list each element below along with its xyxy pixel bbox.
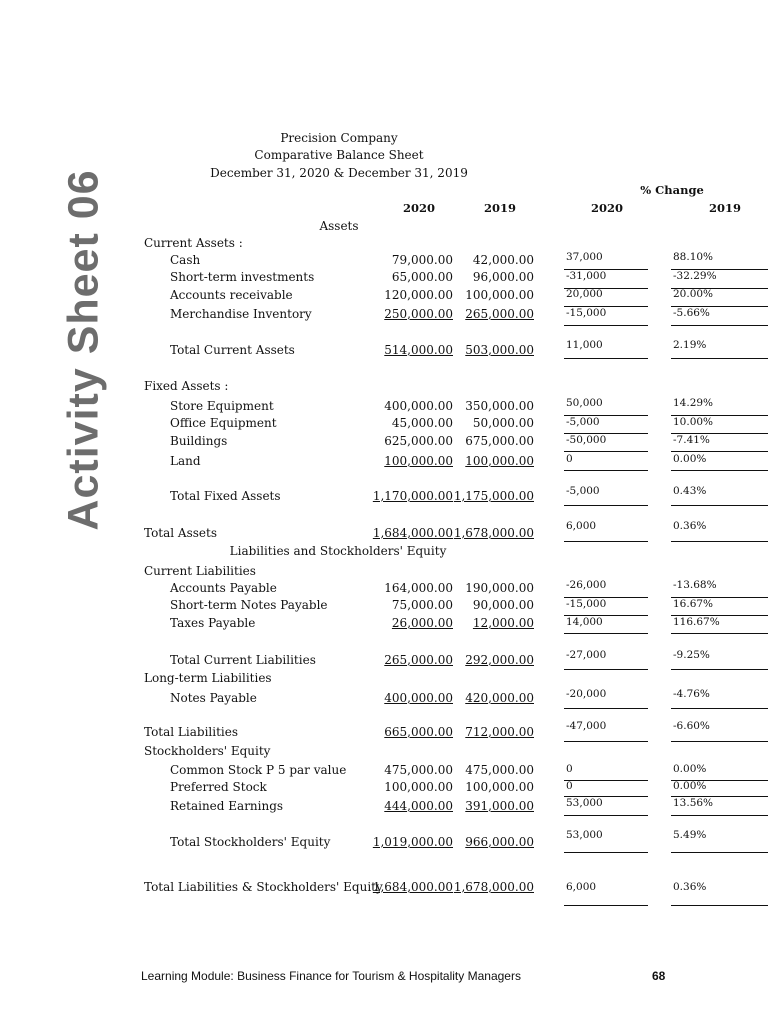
- amount-change: -20,000: [566, 688, 607, 700]
- value-2019: 420,000.00: [465, 691, 534, 705]
- amount-change: -50,000: [566, 434, 607, 446]
- amount-change: 0: [566, 780, 573, 792]
- value-2020: 265,000.00: [384, 653, 453, 667]
- percent-change: 5.49%: [673, 829, 707, 841]
- percent-change-header: % Change: [640, 183, 704, 197]
- value-2020: 1,170,000.00: [372, 489, 453, 503]
- cell-underline: [564, 633, 648, 634]
- value-2019: 503,000.00: [465, 343, 534, 357]
- footer-module-title: Learning Module: Business Finance for Tourism & Hospitality Managers: [141, 969, 521, 983]
- amount-change: 0: [566, 763, 573, 775]
- cell-underline: [564, 325, 648, 326]
- cell-underline: [564, 905, 648, 906]
- cell-underline: [671, 541, 768, 542]
- cell-underline: [671, 815, 768, 816]
- value-2020: 444,000.00: [384, 799, 453, 813]
- value-2019: 190,000.00: [465, 581, 534, 595]
- row-label: Total Current Assets: [170, 343, 295, 357]
- cell-underline: [564, 358, 648, 359]
- amount-change: -5,000: [566, 485, 600, 497]
- activity-sheet-title: Activity Sheet 06: [59, 169, 108, 531]
- value-2020: 26,000.00: [391, 616, 453, 630]
- cell-underline: [564, 470, 648, 471]
- value-2019: 100,000.00: [465, 780, 534, 794]
- amount-change: -5,000: [566, 416, 600, 428]
- row-label: Notes Payable: [170, 691, 257, 705]
- value-2019: 292,000.00: [465, 653, 534, 667]
- cell-underline: [671, 325, 768, 326]
- row-label: Total Liabilities & Stockholders' Equity: [144, 880, 383, 894]
- value-2019: 1,678,000.00: [453, 526, 534, 540]
- percent-change: 14.29%: [673, 397, 714, 409]
- percent-change: 16.67%: [673, 598, 714, 610]
- amount-change: -15,000: [566, 307, 607, 319]
- value-2020: 75,000.00: [391, 598, 453, 612]
- amount-change: -47,000: [566, 720, 607, 732]
- percent-change: 10.00%: [673, 416, 714, 428]
- amount-change: 53,000: [566, 829, 603, 841]
- value-2020: 120,000.00: [384, 288, 453, 302]
- value-2019: 966,000.00: [465, 835, 534, 849]
- row-label: Merchandise Inventory: [170, 307, 312, 321]
- cell-underline: [671, 358, 768, 359]
- row-label: Preferred Stock: [170, 780, 267, 794]
- percent-change: 13.56%: [673, 797, 714, 809]
- cell-underline: [671, 451, 768, 452]
- value-2019: 475,000.00: [465, 763, 534, 777]
- group-stockholders-equity: Stockholders' Equity: [144, 744, 271, 758]
- value-2019: 50,000.00: [472, 416, 534, 430]
- cell-underline: [564, 741, 648, 742]
- cell-underline: [564, 852, 648, 853]
- value-2020: 400,000.00: [384, 691, 453, 705]
- column-header-2019: 2019: [483, 201, 517, 215]
- group-long-term-liabilities: Long-term Liabilities: [144, 671, 272, 685]
- group-fixed-assets: Fixed Assets :: [144, 379, 229, 393]
- group-current-assets: Current Assets :: [144, 236, 243, 250]
- value-2020: 250,000.00: [384, 307, 453, 321]
- row-label: Store Equipment: [170, 399, 274, 413]
- row-label: Buildings: [170, 434, 228, 448]
- row-label: Accounts receivable: [170, 288, 293, 302]
- cell-underline: [671, 505, 768, 506]
- percent-change: 0.43%: [673, 485, 707, 497]
- row-label: Short-term Notes Payable: [170, 598, 328, 612]
- value-2019: 100,000.00: [465, 454, 534, 468]
- assets-section-heading: Assets: [319, 219, 359, 233]
- value-2020: 1,684,000.00: [372, 880, 453, 894]
- value-2020: 400,000.00: [384, 399, 453, 413]
- amount-change: 6,000: [566, 881, 597, 893]
- row-label: Total Liabilities: [144, 725, 239, 739]
- percent-change: 0.36%: [673, 520, 707, 532]
- cell-underline: [564, 451, 648, 452]
- percent-change: 0.00%: [673, 453, 707, 465]
- cell-underline: [671, 708, 768, 709]
- percent-change: -4.76%: [673, 688, 710, 700]
- percent-change: -9.25%: [673, 649, 710, 661]
- row-label: Total Stockholders' Equity: [170, 835, 331, 849]
- change-column-header-2019: 2019: [708, 201, 742, 215]
- amount-change: 20,000: [566, 288, 603, 300]
- cell-underline: [671, 852, 768, 853]
- value-2020: 665,000.00: [384, 725, 453, 739]
- value-2019: 712,000.00: [465, 725, 534, 739]
- amount-change: 6,000: [566, 520, 597, 532]
- amount-change: 50,000: [566, 397, 603, 409]
- row-label: Total Fixed Assets: [170, 489, 281, 503]
- row-label: Land: [170, 454, 201, 468]
- value-2019: 100,000.00: [465, 288, 534, 302]
- value-2019: 391,000.00: [465, 799, 534, 813]
- percent-change: -5.66%: [673, 307, 710, 319]
- value-2020: 65,000.00: [391, 270, 453, 284]
- percent-change: 88.10%: [673, 251, 714, 263]
- group-current-liabilities: Current Liabilities: [144, 564, 256, 578]
- percent-change: 0.36%: [673, 881, 707, 893]
- value-2019: 90,000.00: [472, 598, 534, 612]
- row-label: Total Assets: [144, 526, 217, 540]
- amount-change: -31,000: [566, 270, 607, 282]
- value-2019: 265,000.00: [465, 307, 534, 321]
- value-2019: 1,678,000.00: [453, 880, 534, 894]
- row-label: Retained Earnings: [170, 799, 284, 813]
- value-2019: 675,000.00: [465, 434, 534, 448]
- row-label: Office Equipment: [170, 416, 277, 430]
- row-label: Total Current Liabilities: [170, 653, 316, 667]
- amount-change: 14,000: [566, 616, 603, 628]
- percent-change: -7.41%: [673, 434, 710, 446]
- row-label: Common Stock P 5 par value: [170, 763, 347, 777]
- column-header-2020: 2020: [402, 201, 436, 215]
- cell-underline: [671, 669, 768, 670]
- percent-change: 116.67%: [673, 616, 720, 628]
- cell-underline: [564, 505, 648, 506]
- amount-change: 37,000: [566, 251, 603, 263]
- amount-change: 11,000: [566, 339, 603, 351]
- liabilities-equity-section-heading: Liabilities and Stockholders' Equity: [229, 544, 447, 558]
- value-2020: 475,000.00: [384, 763, 453, 777]
- value-2020: 514,000.00: [384, 343, 453, 357]
- value-2020: 625,000.00: [384, 434, 453, 448]
- value-2020: 1,019,000.00: [372, 835, 453, 849]
- percent-change: 20.00%: [673, 288, 714, 300]
- percent-change: 0.00%: [673, 763, 707, 775]
- row-label: Cash: [170, 253, 201, 267]
- cell-underline: [671, 470, 768, 471]
- value-2019: 350,000.00: [465, 399, 534, 413]
- percent-change: -6.60%: [673, 720, 710, 732]
- company-name: Precision Company: [280, 131, 398, 145]
- amount-change: -26,000: [566, 579, 607, 591]
- value-2019: 12,000.00: [472, 616, 534, 630]
- amount-change: 53,000: [566, 797, 603, 809]
- value-2019: 1,175,000.00: [453, 489, 534, 503]
- value-2020: 100,000.00: [384, 454, 453, 468]
- cell-underline: [564, 815, 648, 816]
- row-label: Accounts Payable: [170, 581, 277, 595]
- cell-underline: [564, 541, 648, 542]
- percent-change: 0.00%: [673, 780, 707, 792]
- value-2019: 96,000.00: [472, 270, 534, 284]
- value-2020: 79,000.00: [391, 253, 453, 267]
- row-label: Short-term investments: [170, 270, 315, 284]
- cell-underline: [671, 905, 768, 906]
- amount-change: -27,000: [566, 649, 607, 661]
- cell-underline: [564, 708, 648, 709]
- statement-title: Comparative Balance Sheet: [254, 148, 424, 162]
- cell-underline: [671, 741, 768, 742]
- amount-change: -15,000: [566, 598, 607, 610]
- value-2019: 42,000.00: [472, 253, 534, 267]
- change-column-header-2020: 2020: [590, 201, 624, 215]
- percent-change: -13.68%: [673, 579, 717, 591]
- value-2020: 164,000.00: [384, 581, 453, 595]
- page-number: 68: [652, 969, 666, 983]
- value-2020: 1,684,000.00: [372, 526, 453, 540]
- value-2020: 100,000.00: [384, 780, 453, 794]
- value-2020: 45,000.00: [391, 416, 453, 430]
- percent-change: -32.29%: [673, 270, 717, 282]
- cell-underline: [564, 669, 648, 670]
- percent-change: 2.19%: [673, 339, 707, 351]
- cell-underline: [671, 633, 768, 634]
- row-label: Taxes Payable: [170, 616, 256, 630]
- amount-change: 0: [566, 453, 573, 465]
- statement-period: December 31, 2020 & December 31, 2019: [210, 166, 468, 180]
